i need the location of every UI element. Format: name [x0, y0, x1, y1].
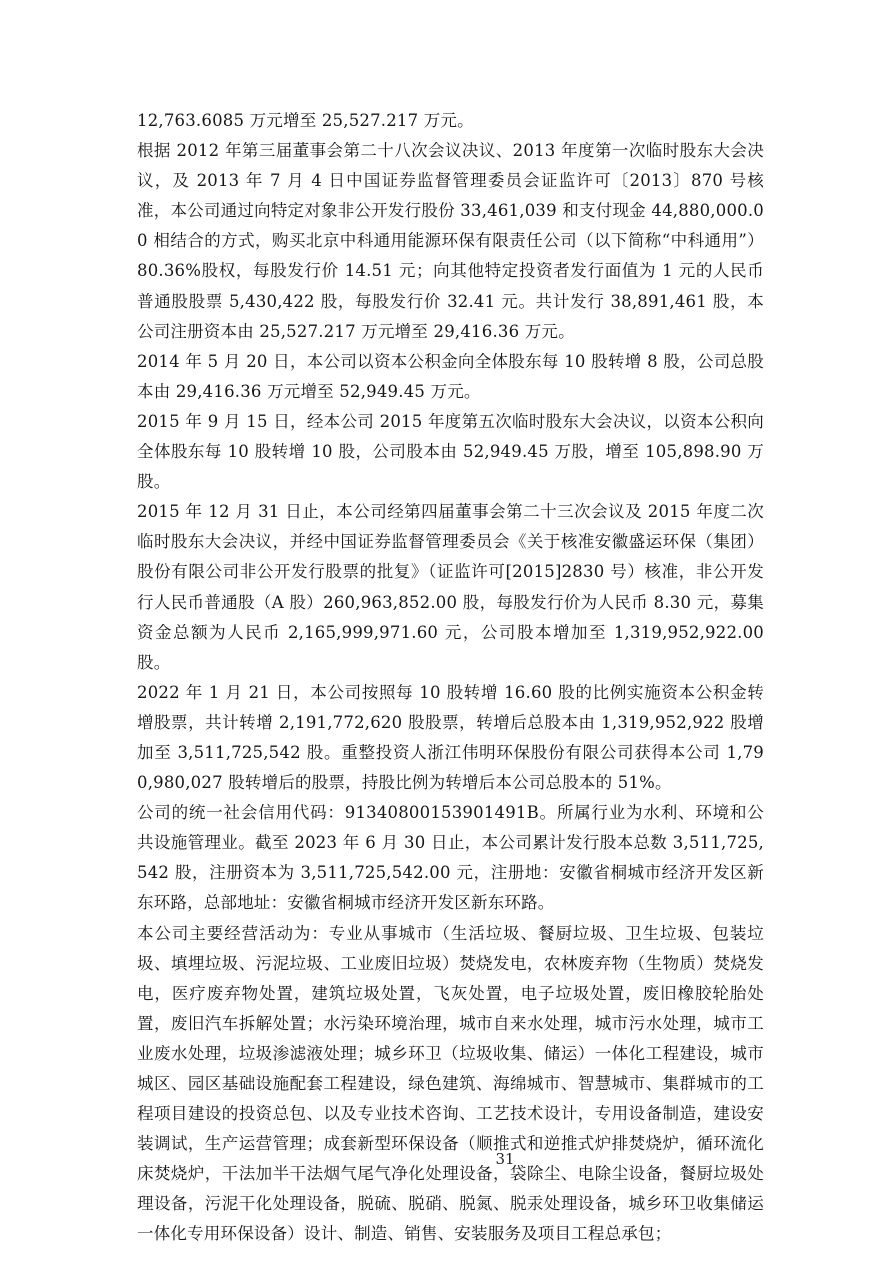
- paragraph-company-registration-info: 公司的统一社会信用代码：91340800153901491B。所属行业为水利、环境和公共设施管理业。截至 2023 年 6 月 30 日止，本公司累计发行股本总数 3,511,725,542 股，注册资本为 3,511,725,542.00 元，注册地：安徽省桐城市经济开发区新东环路，总部地址：安徽省桐城市经济开发区新东环路。: [137, 803, 764, 913]
- paragraph-business-scope: 本公司主要经营活动为：专业从事城市（生活垃圾、餐厨垃圾、卫生垃圾、包装垃圾、填埋垃圾、污泥垃圾、工业废旧垃圾）焚烧发电，农林废弃物（生物质）焚烧发电，医疗废弃物处置，建筑垃圾处置，飞灰处置，电子垃圾处置，废旧橡胶轮胎处置，废旧汽车拆解处置；水污染环境治理，城市自来水处理，城市污水处理，城市工业废水处理，垃圾渗滤液处理；城乡环卫（垃圾收集、储运）一体化工程建设，城市城区、园区基础设施配套工程建设，绿色建筑、海绵城市、智慧城市、集群城市的工程项目建设的投资总包、以及专业技术咨询、工艺技术设计，专用设备制造，建设安装调试，生产运营管理；成套新型环保设备（顺推式和逆推式炉排焚烧炉，循环流化床焚烧炉，干法加半干法烟气尾气净化处理设备，袋除尘、电除尘设备，餐厨垃圾处理设备，污泥干化处理设备，脱硫、脱硝、脱氮、脱汞处理设备，城乡环卫收集储运一体化专用环保设备）设计、制造、销售、安装服务及项目工程总承包；: [137, 923, 764, 1244]
- page-number: 31: [495, 1150, 515, 1168]
- text-content: [137, 106, 764, 1250]
- paragraph-2012-issuance: 根据 2012 年第三届董事会第二十八次会议决议、2013 年度第一次临时股东大会决议，及 2013 年 7 月 4 日中国证券监督管理委员会证监许可〔2013〕870 号核准，本公司通过向特定对象非公开发行股份 33,461,039 和支付现金 44,880,000.00 相结合的方式，购买北京中科通用能源环保有限责任公司（以下简称“中科通用”）80.36%股权，每股发行价 14.51 元；向其他特定投资者发行面值为 1 元的人民币普通股股票 5,430,422 股，每股发行价 32.41 元。共计发行 38,891,461 股，本公司注册资本由 25,527.217 万元增至 29,416.36 万元。: [137, 141, 764, 341]
- paragraph-2015-private-placement: 2015 年 12 月 31 日止，本公司经第四届董事会第二十三次会议及 2015 年度二次临时股东大会决议，并经中国证券监督管理委员会《关于核准安徽盛运环保（集团）股份有限公司非公开发行股票的批复》（证监许可[2015]2830 号）核准，非公开发行人民币普通股（A 股）260,963,852.00 股，每股发行价为人民币 8.30 元，募集资金总额为人民币 2,165,999,971.60 元，公司股本增加至 1,319,952,922.00 股。: [137, 502, 764, 672]
- paragraph-2015-transfer: 2015 年 9 月 15 日，经本公司 2015 年度第五次临时股东大会决议，以资本公积向全体股东每 10 股转增 10 股，公司股本由 52,949.45 万股，增至 105,898.90 万股。: [137, 411, 764, 492]
- paragraph-2014-transfer: 2014 年 5 月 20 日，本公司以资本公积金向全体股东每 10 股转增 8 股，公司总股本由 29,416.36 万元增至 52,949.45 万元。: [137, 351, 764, 401]
- paragraph-2022-capital-increase: 2022 年 1 月 21 日，本公司按照每 10 股转增 16.60 股的比例实施资本公积金转增股票，共计转增 2,191,772,620 股股票，转增后总股本由 1,319,952,922 股增加至 3,511,725,542 股。重整投资人浙江伟明环保股份有限公司获得本公司 1,790,980,027 股转增后的股票，持股比例为转增后本公司总股本的 51%。: [137, 682, 764, 793]
- paragraph-continuation: 12,763.6085 万元增至 25,527.217 万元。: [137, 111, 474, 130]
